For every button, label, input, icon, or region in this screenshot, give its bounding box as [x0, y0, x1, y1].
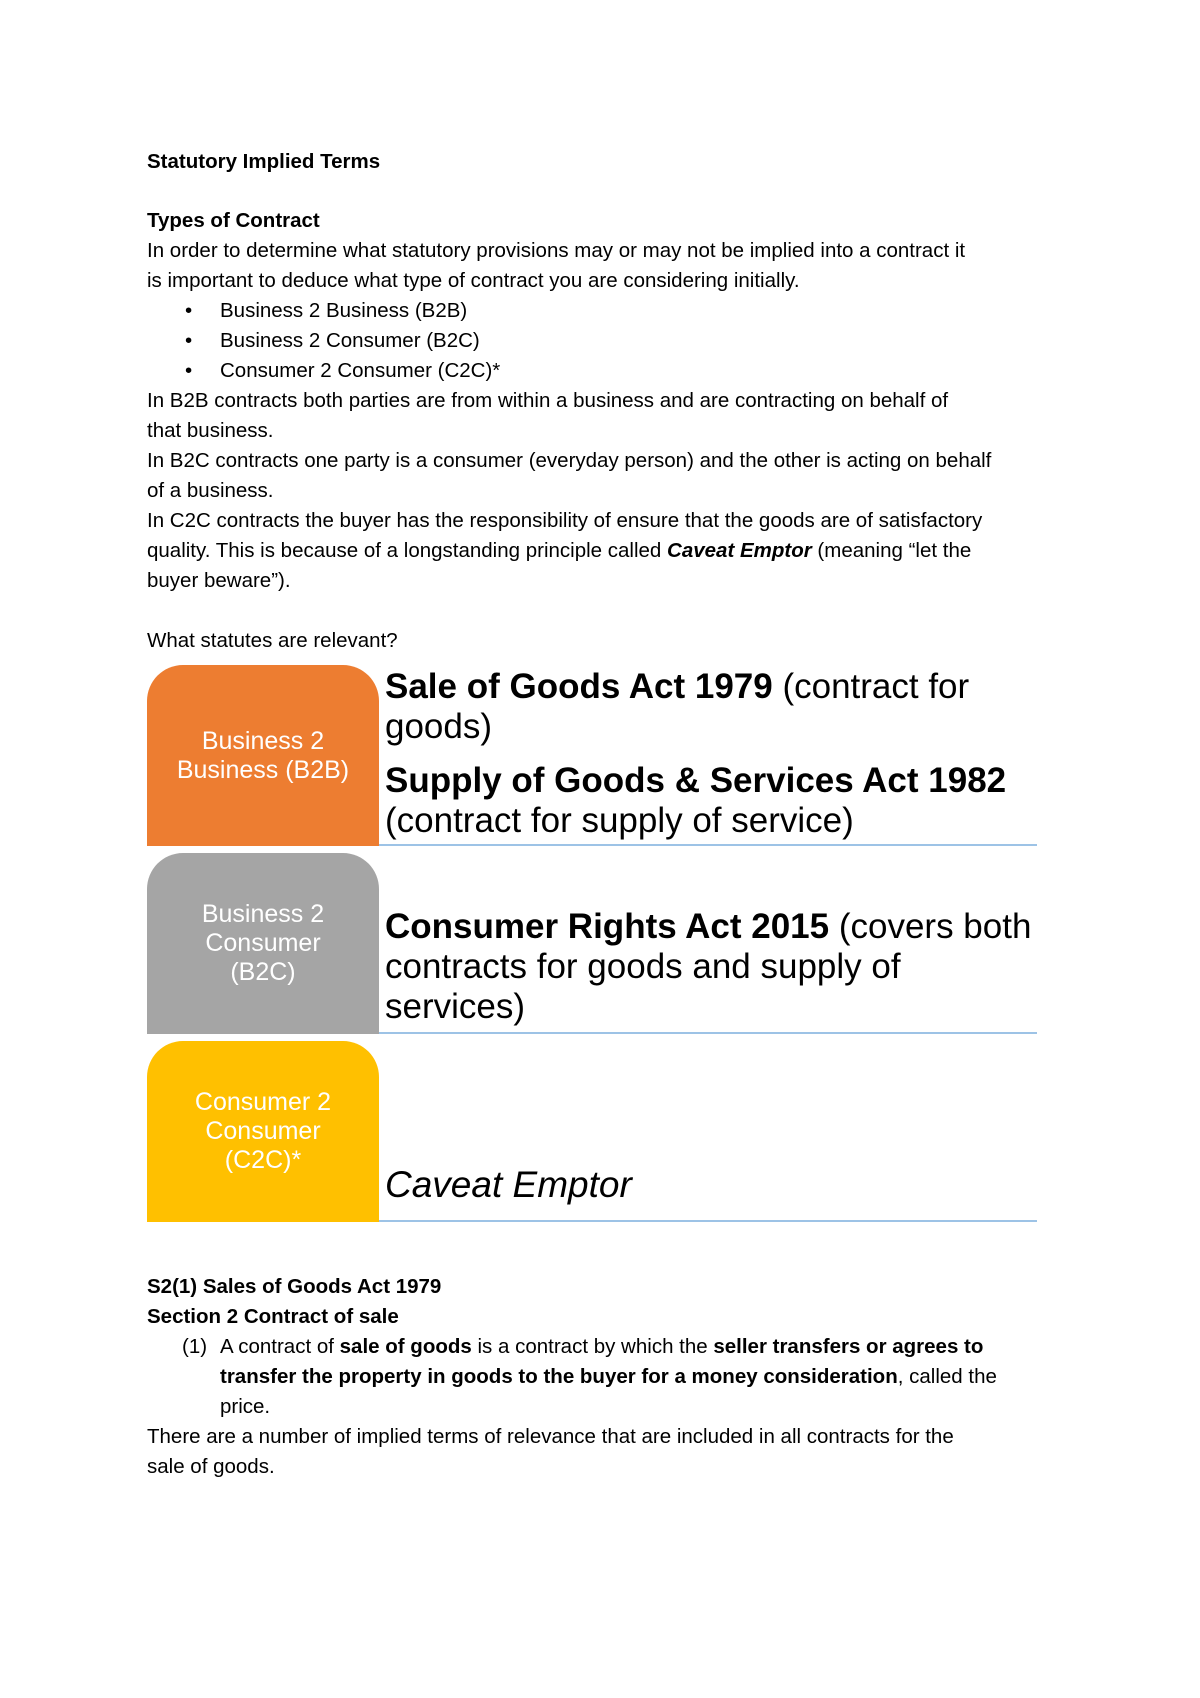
- bullet-icon: •: [185, 359, 193, 382]
- section-heading: Section 2 Contract of sale: [147, 1305, 399, 1328]
- clause-text: , called the: [897, 1365, 997, 1388]
- clause-number: (1): [182, 1335, 208, 1358]
- consumer-rights-act: [385, 907, 1037, 1027]
- caveat-emptor-label: Caveat Emptor: [385, 1164, 632, 1205]
- b2c-tab: [147, 853, 379, 1034]
- c2c-tab-line: Consumer: [205, 1117, 321, 1145]
- b2b-text-line-2: that business.: [147, 419, 274, 442]
- c2c-text-line-3: buyer beware”).: [147, 569, 291, 592]
- sale-of-goods-act-title: Sale of Goods Act 1979: [385, 667, 773, 706]
- clause-line-2: [220, 1362, 997, 1392]
- row-divider: [379, 1032, 1037, 1034]
- row-divider: [379, 844, 1037, 846]
- c2c-tab-line: (C2C)*: [224, 1146, 302, 1174]
- clause-text: is a contract by which the: [471, 1335, 714, 1358]
- bullet-icon: •: [185, 329, 193, 352]
- b2b-tab-line: Business (B2B): [176, 755, 350, 784]
- supply-of-goods-act: [385, 761, 1037, 841]
- b2b-tab-line: Business 2: [201, 726, 325, 755]
- c2c-tab-line: Consumer 2: [194, 1088, 332, 1116]
- bullet-item-c2c: Consumer 2 Consumer (C2C)*: [220, 359, 501, 382]
- consumer-rights-act-title: Consumer Rights Act 2015: [385, 907, 830, 946]
- c2c-text-part: (meaning “let the: [811, 539, 972, 562]
- clause-bold-text: seller transfers or agrees to: [713, 1335, 984, 1358]
- caveat-emptor-term: Caveat Emptor: [667, 539, 812, 562]
- sale-of-goods-act-desc: (contract for goods): [385, 667, 970, 746]
- b2c-tab-line: Business 2: [201, 900, 325, 928]
- s2-heading: S2(1) Sales of Goods Act 1979: [147, 1275, 442, 1298]
- b2c-text-line-2: of a business.: [147, 479, 274, 502]
- row-divider: [379, 1220, 1037, 1222]
- bullet-icon: •: [185, 299, 193, 322]
- page-title: Statutory Implied Terms: [147, 150, 381, 173]
- diagram-row-b2c: [147, 853, 1037, 1034]
- clause-line-1: [220, 1332, 983, 1362]
- sale-of-goods-act: [385, 667, 1037, 747]
- b2c-tab-line: (B2C): [230, 958, 296, 986]
- clause-bold-text: transfer the property in goods to the buyer for a money consideration: [220, 1365, 898, 1388]
- b2c-tab-line: Consumer: [205, 929, 321, 957]
- clause-text: A contract of: [220, 1335, 340, 1358]
- closing-line-2: sale of goods.: [147, 1455, 275, 1478]
- c2c-text-part: quality. This is because of a longstanding principle called: [147, 539, 668, 562]
- b2b-text-line-1: In B2B contracts both parties are from within a business and are contracting on behalf of: [147, 389, 949, 412]
- bullet-item-b2b: Business 2 Business (B2B): [220, 299, 468, 322]
- clause-line-3: price.: [220, 1395, 271, 1418]
- supply-of-goods-act-desc: (contract for supply of service): [385, 801, 854, 840]
- bullet-item-b2c: Business 2 Consumer (B2C): [220, 329, 480, 352]
- intro-line-2: is important to deduce what type of contract you are considering initially.: [147, 269, 800, 292]
- clause-bold-text: sale of goods: [339, 1335, 472, 1358]
- c2c-tab: [147, 1041, 379, 1222]
- closing-line-1: There are a number of implied terms of relevance that are included in all contracts for the: [147, 1425, 954, 1448]
- b2b-tab: [147, 665, 379, 846]
- types-heading: Types of Contract: [147, 209, 320, 232]
- intro-line-1: In order to determine what statutory provisions may or may not be implied into a contract it: [147, 239, 966, 262]
- diagram-row-b2b: [147, 665, 1037, 846]
- consumer-rights-act-desc: (covers both contracts for goods and supply of services): [385, 907, 1032, 1026]
- statutes-question: What statutes are relevant?: [147, 629, 398, 652]
- c2c-text-line-2: [147, 536, 1067, 566]
- diagram-row-c2c: [147, 1041, 1037, 1222]
- supply-of-goods-act-title: Supply of Goods & Services Act 1982: [385, 761, 1007, 800]
- b2c-text-line-1: In B2C contracts one party is a consumer (everyday person) and the other is acting on behalf: [147, 449, 992, 472]
- c2c-text-line-1: In C2C contracts the buyer has the responsibility of ensure that the goods are of satisfactory: [147, 509, 983, 532]
